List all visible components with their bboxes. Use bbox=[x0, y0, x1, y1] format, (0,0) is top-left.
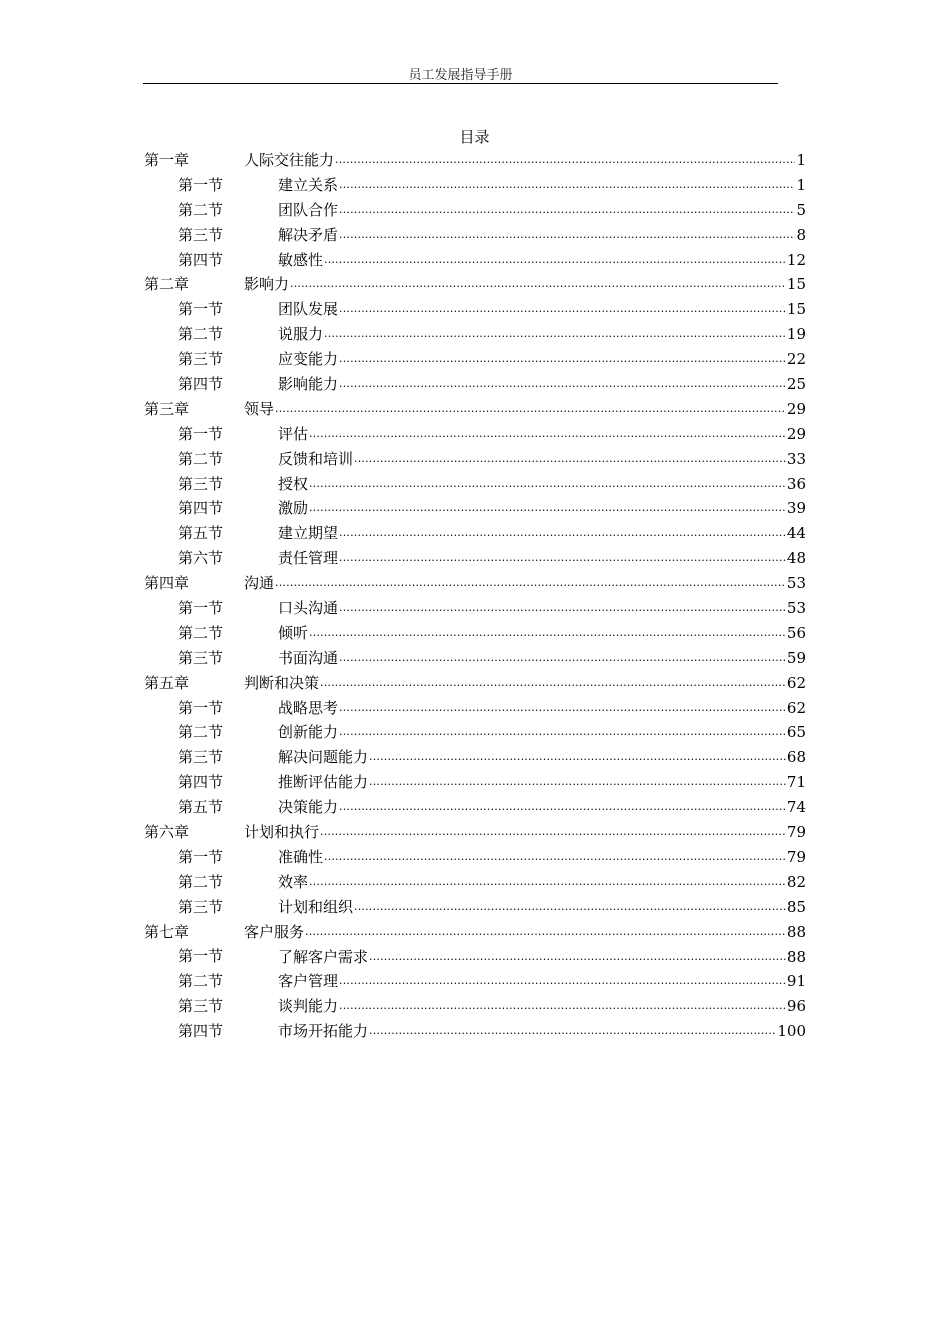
toc-entry bbox=[278, 546, 806, 571]
toc-entry bbox=[278, 945, 806, 970]
page-number: 48 bbox=[786, 549, 806, 568]
section-number: 第一节 bbox=[178, 847, 224, 866]
dot-leader bbox=[339, 546, 786, 571]
section-title: 效率 bbox=[278, 872, 309, 891]
toc-section-row[interactable] bbox=[143, 496, 806, 521]
chapter-title: 计划和执行 bbox=[244, 823, 320, 842]
page-number: 5 bbox=[796, 200, 806, 219]
dot-leader bbox=[320, 820, 786, 845]
toc-chapter-row[interactable] bbox=[143, 571, 806, 596]
toc-entry bbox=[278, 322, 806, 347]
dot-leader bbox=[339, 795, 786, 820]
page-number: 59 bbox=[786, 648, 806, 667]
toc-chapter-row[interactable] bbox=[143, 272, 806, 297]
section-number: 第三节 bbox=[178, 748, 224, 767]
toc-title: 目录 bbox=[459, 128, 490, 146]
dot-leader bbox=[275, 571, 786, 596]
toc-section-row[interactable] bbox=[143, 994, 806, 1019]
section-number: 第四节 bbox=[178, 250, 224, 269]
section-title: 说服力 bbox=[278, 325, 324, 344]
page-number: 44 bbox=[786, 524, 806, 543]
page-number: 85 bbox=[786, 897, 806, 916]
toc-entry bbox=[278, 198, 806, 223]
section-title: 建立期望 bbox=[278, 524, 339, 543]
page-number: 62 bbox=[786, 673, 806, 692]
dot-leader bbox=[335, 148, 795, 173]
page-number: 79 bbox=[786, 823, 806, 842]
section-title: 授权 bbox=[278, 474, 309, 493]
section-title: 客户管理 bbox=[278, 972, 339, 991]
section-title: 影响能力 bbox=[278, 375, 339, 394]
section-number: 第一节 bbox=[178, 599, 224, 618]
dot-leader bbox=[369, 745, 786, 770]
toc-section-row[interactable] bbox=[143, 223, 806, 248]
toc-section-row[interactable] bbox=[143, 322, 806, 347]
section-number: 第二节 bbox=[178, 200, 224, 219]
toc-section-row[interactable] bbox=[143, 969, 806, 994]
chapter-title: 沟通 bbox=[244, 574, 275, 593]
dot-leader bbox=[339, 347, 786, 372]
toc-entry bbox=[278, 223, 806, 248]
toc-entry bbox=[244, 397, 806, 422]
toc-entry bbox=[278, 347, 806, 372]
section-number: 第一节 bbox=[178, 424, 224, 443]
toc-section-row[interactable] bbox=[143, 521, 806, 546]
section-number: 第二节 bbox=[178, 872, 224, 891]
page-number: 36 bbox=[786, 474, 806, 493]
toc-section-row[interactable] bbox=[143, 720, 806, 745]
page-number: 15 bbox=[786, 275, 806, 294]
section-number: 第五节 bbox=[178, 798, 224, 817]
section-number: 第三节 bbox=[178, 474, 224, 493]
page-number: 82 bbox=[786, 872, 806, 891]
dot-leader bbox=[339, 521, 786, 546]
dot-leader bbox=[339, 198, 795, 223]
page-number: 19 bbox=[786, 325, 806, 344]
toc-entry bbox=[278, 994, 806, 1019]
toc-entry bbox=[278, 521, 806, 546]
toc-section-row[interactable] bbox=[143, 173, 806, 198]
section-title: 责任管理 bbox=[278, 549, 339, 568]
chapter-title: 人际交往能力 bbox=[244, 151, 335, 169]
toc-entry bbox=[278, 845, 806, 870]
running-header: 员工发展指导手册 bbox=[408, 68, 513, 83]
toc-entry bbox=[278, 720, 806, 745]
section-number: 第四节 bbox=[178, 499, 224, 518]
dot-leader bbox=[339, 223, 795, 248]
page-number: 39 bbox=[786, 499, 806, 518]
page-number: 53 bbox=[786, 574, 806, 593]
section-title: 反馈和培训 bbox=[278, 449, 354, 468]
dot-leader bbox=[339, 720, 786, 745]
toc-section-row[interactable] bbox=[143, 895, 806, 920]
section-number: 第三节 bbox=[178, 225, 224, 244]
page-number: 22 bbox=[786, 350, 806, 369]
section-number: 第一节 bbox=[178, 698, 224, 717]
toc-entry bbox=[244, 671, 806, 696]
table-of-contents bbox=[143, 148, 806, 1044]
toc-entry bbox=[278, 696, 806, 721]
dot-leader bbox=[309, 870, 786, 895]
toc-section-row[interactable] bbox=[143, 945, 806, 970]
dot-leader bbox=[339, 372, 786, 397]
dot-leader bbox=[339, 297, 786, 322]
section-title: 敏感性 bbox=[278, 250, 324, 269]
dot-leader bbox=[354, 895, 786, 920]
section-number: 第二节 bbox=[178, 972, 224, 991]
toc-entry bbox=[278, 496, 806, 521]
chapter-number: 第七章 bbox=[144, 922, 190, 941]
section-title: 建立关系 bbox=[278, 175, 339, 194]
toc-section-row[interactable] bbox=[143, 845, 806, 870]
section-title: 市场开拓能力 bbox=[278, 1022, 369, 1041]
page-number: 96 bbox=[786, 997, 806, 1016]
page-number: 71 bbox=[786, 773, 806, 792]
toc-entry bbox=[278, 447, 806, 472]
chapter-title: 影响力 bbox=[244, 275, 290, 294]
page-number: 1 bbox=[796, 175, 806, 194]
toc-chapter-row[interactable] bbox=[143, 820, 806, 845]
toc-entry bbox=[278, 870, 806, 895]
page-number: 79 bbox=[786, 847, 806, 866]
header-divider bbox=[143, 83, 778, 84]
section-number: 第四节 bbox=[178, 773, 224, 792]
section-number: 第二节 bbox=[178, 623, 224, 642]
dot-leader bbox=[309, 496, 786, 521]
section-title: 评估 bbox=[278, 424, 309, 443]
toc-section-row[interactable] bbox=[143, 422, 806, 447]
section-title: 推断评估能力 bbox=[278, 773, 369, 792]
page-number: 29 bbox=[786, 424, 806, 443]
toc-section-row[interactable] bbox=[143, 596, 806, 621]
section-number: 第六节 bbox=[178, 549, 224, 568]
toc-entry bbox=[278, 795, 806, 820]
dot-leader bbox=[369, 945, 786, 970]
toc-entry bbox=[278, 422, 806, 447]
toc-section-row[interactable] bbox=[143, 297, 806, 322]
dot-leader bbox=[369, 1019, 776, 1044]
page-number: 56 bbox=[786, 623, 806, 642]
section-title: 团队发展 bbox=[278, 300, 339, 319]
section-title: 创新能力 bbox=[278, 723, 339, 742]
page-number: 62 bbox=[786, 698, 806, 717]
toc-chapter-row[interactable] bbox=[143, 920, 806, 945]
toc-entry bbox=[278, 1019, 806, 1044]
toc-section-row[interactable] bbox=[143, 646, 806, 671]
dot-leader bbox=[369, 770, 786, 795]
toc-section-row[interactable] bbox=[143, 372, 806, 397]
toc-entry bbox=[278, 248, 806, 273]
dot-leader bbox=[339, 994, 786, 1019]
page-number: 53 bbox=[786, 599, 806, 618]
toc-entry bbox=[244, 571, 806, 596]
toc-entry bbox=[278, 745, 806, 770]
page-number: 88 bbox=[786, 947, 806, 966]
page-number: 12 bbox=[786, 250, 806, 269]
section-number: 第三节 bbox=[178, 350, 224, 369]
section-title: 应变能力 bbox=[278, 350, 339, 369]
toc-entry bbox=[244, 272, 806, 297]
dot-leader bbox=[324, 248, 786, 273]
section-title: 倾听 bbox=[278, 623, 309, 642]
chapter-number: 第四章 bbox=[144, 574, 190, 593]
section-number: 第二节 bbox=[178, 723, 224, 742]
toc-chapter-row[interactable] bbox=[143, 397, 806, 422]
section-number: 第二节 bbox=[178, 325, 224, 344]
section-title: 解决问题能力 bbox=[278, 748, 369, 767]
dot-leader bbox=[339, 969, 786, 994]
toc-section-row[interactable] bbox=[143, 696, 806, 721]
toc-section-row[interactable] bbox=[143, 472, 806, 497]
dot-leader bbox=[309, 621, 786, 646]
chapter-title: 领导 bbox=[244, 399, 275, 418]
section-title: 了解客户需求 bbox=[278, 947, 369, 966]
page-number: 1 bbox=[796, 151, 806, 169]
dot-leader bbox=[339, 646, 786, 671]
dot-leader bbox=[354, 447, 786, 472]
toc-section-row[interactable] bbox=[143, 770, 806, 795]
toc-entry bbox=[278, 969, 806, 994]
section-title: 口头沟通 bbox=[278, 599, 339, 618]
toc-section-row[interactable] bbox=[143, 248, 806, 273]
toc-section-row[interactable] bbox=[143, 795, 806, 820]
section-number: 第二节 bbox=[178, 449, 224, 468]
section-number: 第三节 bbox=[178, 997, 224, 1016]
chapter-title: 客户服务 bbox=[244, 922, 305, 941]
toc-section-row[interactable] bbox=[143, 870, 806, 895]
toc-entry bbox=[278, 297, 806, 322]
toc-entry bbox=[244, 148, 806, 173]
section-title: 书面沟通 bbox=[278, 648, 339, 667]
section-number: 第一节 bbox=[178, 175, 224, 194]
section-title: 计划和组织 bbox=[278, 897, 354, 916]
section-number: 第一节 bbox=[178, 300, 224, 319]
toc-entry bbox=[278, 895, 806, 920]
page-number: 100 bbox=[777, 1022, 806, 1041]
chapter-number: 第六章 bbox=[144, 823, 190, 842]
toc-entry bbox=[278, 372, 806, 397]
toc-chapter-row[interactable] bbox=[143, 148, 806, 173]
toc-section-row[interactable] bbox=[143, 745, 806, 770]
dot-leader bbox=[339, 696, 786, 721]
toc-entry bbox=[278, 646, 806, 671]
section-title: 决策能力 bbox=[278, 798, 339, 817]
dot-leader bbox=[305, 920, 786, 945]
page-number: 68 bbox=[786, 748, 806, 767]
dot-leader bbox=[309, 422, 786, 447]
toc-entry bbox=[244, 820, 806, 845]
section-number: 第四节 bbox=[178, 375, 224, 393]
toc-section-row[interactable] bbox=[143, 1019, 806, 1044]
page-number: 33 bbox=[786, 449, 806, 468]
section-title: 谈判能力 bbox=[278, 997, 339, 1016]
toc-section-row[interactable] bbox=[143, 198, 806, 223]
section-number: 第五节 bbox=[178, 524, 224, 543]
dot-leader bbox=[275, 397, 786, 422]
page-number: 15 bbox=[786, 300, 806, 319]
section-title: 团队合作 bbox=[278, 200, 339, 219]
dot-leader bbox=[290, 272, 786, 297]
dot-leader bbox=[324, 322, 786, 347]
toc-section-row[interactable] bbox=[143, 347, 806, 372]
toc-entry bbox=[244, 920, 806, 945]
toc-section-row[interactable] bbox=[143, 546, 806, 571]
toc-entry bbox=[278, 770, 806, 795]
dot-leader bbox=[339, 173, 795, 198]
section-title: 解决矛盾 bbox=[278, 225, 339, 244]
chapter-number: 第一章 bbox=[144, 150, 190, 169]
dot-leader bbox=[309, 472, 786, 497]
chapter-number: 第五章 bbox=[144, 673, 190, 692]
section-title: 战略思考 bbox=[278, 698, 339, 717]
page-number: 29 bbox=[786, 399, 806, 418]
page-number: 91 bbox=[786, 972, 806, 991]
page-number: 88 bbox=[786, 922, 806, 941]
toc-entry bbox=[278, 472, 806, 497]
toc-entry bbox=[278, 173, 806, 198]
section-number: 第一节 bbox=[178, 947, 224, 966]
page-number: 65 bbox=[786, 723, 806, 742]
toc-section-row[interactable] bbox=[143, 621, 806, 646]
toc-section-row[interactable] bbox=[143, 447, 806, 472]
page-number: 8 bbox=[796, 225, 806, 244]
section-title: 激励 bbox=[278, 499, 309, 518]
toc-entry bbox=[278, 621, 806, 646]
chapter-number: 第二章 bbox=[144, 275, 190, 294]
section-number: 第三节 bbox=[178, 897, 224, 916]
page-number: 74 bbox=[786, 798, 806, 817]
dot-leader bbox=[324, 845, 786, 870]
section-title: 准确性 bbox=[278, 847, 324, 866]
dot-leader bbox=[339, 596, 786, 621]
section-number: 第四节 bbox=[178, 1022, 224, 1041]
page-number: 25 bbox=[786, 375, 806, 394]
toc-entry bbox=[278, 596, 806, 621]
dot-leader bbox=[320, 671, 786, 696]
chapter-number: 第三章 bbox=[144, 399, 190, 418]
chapter-title: 判断和决策 bbox=[244, 673, 320, 692]
section-number: 第三节 bbox=[178, 648, 224, 667]
toc-chapter-row[interactable] bbox=[143, 671, 806, 696]
